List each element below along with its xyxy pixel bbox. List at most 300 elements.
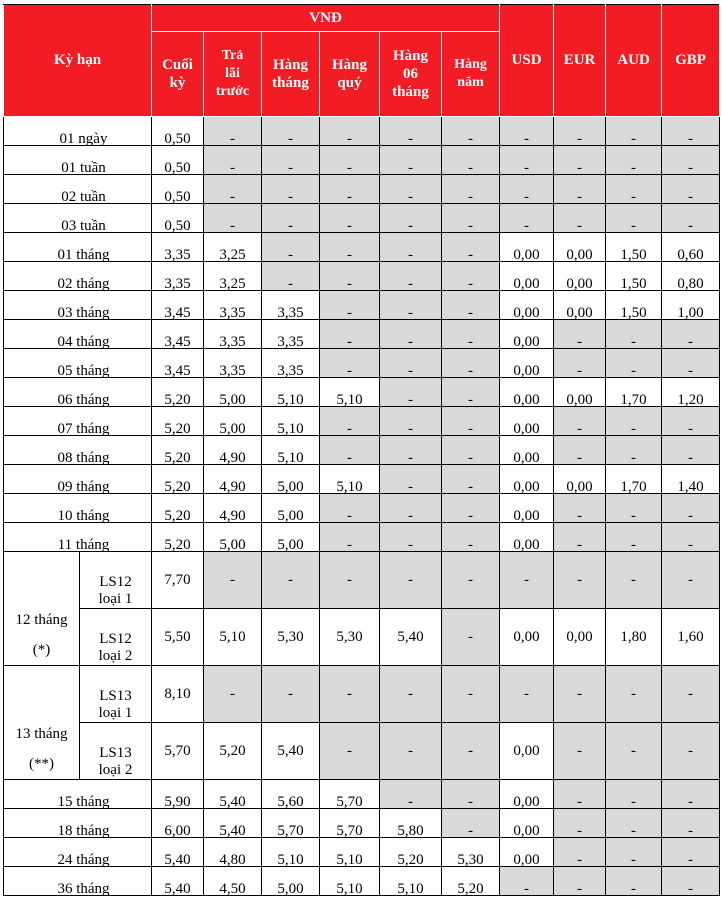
subtype-line: loại 1 <box>98 705 133 721</box>
group-term-line: (*) <box>32 642 51 658</box>
rate-cell <box>606 552 662 609</box>
rate-cell <box>606 809 662 838</box>
rate-cell <box>606 494 662 523</box>
rate-value: 0,50 <box>164 131 191 147</box>
rate-cell <box>500 175 554 204</box>
term-label: 01 ngày <box>59 131 108 147</box>
rate-cell <box>152 291 204 320</box>
rate-value: 0,00 <box>513 823 540 839</box>
rate-value: 1,70 <box>620 479 647 495</box>
rate-cell <box>204 552 262 609</box>
table-row <box>4 204 720 233</box>
term-header: Kỳ hạn <box>4 5 152 117</box>
rate-value: - <box>631 852 637 868</box>
rate-cell <box>152 494 204 523</box>
header-row <box>4 5 720 32</box>
rate-cell <box>442 378 500 407</box>
rate-cell <box>500 349 554 378</box>
rate-cell <box>152 838 204 867</box>
term-label: 08 tháng <box>57 450 110 466</box>
rate-value: 0,00 <box>513 537 540 553</box>
rate-value: 5,60 <box>277 794 304 810</box>
rate-value: - <box>631 131 637 147</box>
rate-value: - <box>468 479 474 495</box>
term-cell <box>4 204 152 233</box>
rate-value: - <box>468 742 474 759</box>
rate-cell <box>320 465 380 494</box>
rate-cell <box>152 666 204 723</box>
rate-cell <box>606 378 662 407</box>
group-term-cell <box>4 552 80 666</box>
rate-value: - <box>347 685 353 702</box>
term-label: 05 tháng <box>57 363 110 379</box>
rate-value: 1,40 <box>677 479 704 495</box>
rate-value: - <box>408 392 414 408</box>
rate-cell <box>442 320 500 349</box>
rate-value: - <box>688 881 694 897</box>
rate-cell <box>320 436 380 465</box>
vnd-col-header <box>204 32 262 117</box>
term-label: 02 tháng <box>57 276 110 292</box>
rate-value: - <box>408 189 414 205</box>
rate-cell <box>442 609 500 666</box>
rate-cell <box>320 262 380 291</box>
term-label: 03 tuần <box>61 218 106 234</box>
rate-value: 0,00 <box>513 276 540 292</box>
rate-cell <box>606 780 662 809</box>
rate-value: - <box>524 218 530 234</box>
rate-cell <box>606 723 662 780</box>
rate-cell <box>320 349 380 378</box>
table-row <box>4 780 720 809</box>
group-term-line: 13 tháng <box>15 726 68 742</box>
term-label: 01 tháng <box>57 247 110 263</box>
rate-cell <box>662 204 720 233</box>
term-label: 02 tuần <box>61 189 106 205</box>
rate-cell <box>554 204 606 233</box>
rate-cell <box>442 666 500 723</box>
rate-cell <box>262 780 320 809</box>
rate-value: - <box>577 131 583 147</box>
rate-cell <box>262 867 320 896</box>
rate-value: - <box>631 363 637 379</box>
rate-value: 5,30 <box>336 628 363 645</box>
rate-cell <box>500 809 554 838</box>
rate-value: - <box>288 160 294 176</box>
rate-cell <box>152 146 204 175</box>
rate-cell <box>554 723 606 780</box>
rate-cell <box>500 436 554 465</box>
rate-cell <box>554 291 606 320</box>
rate-value: 1,50 <box>620 305 647 321</box>
rate-value: - <box>468 189 474 205</box>
rate-value: - <box>288 189 294 205</box>
rate-value: - <box>577 508 583 524</box>
vnd-col-header-line: 06 <box>403 66 419 82</box>
rate-value: - <box>408 421 414 437</box>
term-label: 06 tháng <box>57 392 110 408</box>
rate-cell <box>380 465 442 494</box>
currency-header-usd: USD <box>500 5 554 117</box>
rate-cell <box>662 523 720 552</box>
rate-value: - <box>468 450 474 466</box>
rate-cell <box>606 349 662 378</box>
rate-cell <box>554 349 606 378</box>
rate-value: 5,20 <box>164 421 191 437</box>
rate-value: - <box>230 189 236 205</box>
rate-value: 3,25 <box>219 276 246 292</box>
rate-cell <box>320 552 380 609</box>
subtype-line: loại 2 <box>98 762 133 778</box>
rate-cell <box>204 465 262 494</box>
rate-value: 0,50 <box>164 160 191 176</box>
rate-cell <box>320 407 380 436</box>
term-cell <box>4 465 152 494</box>
rate-value: - <box>577 537 583 553</box>
rate-value: - <box>524 571 530 588</box>
rate-value: - <box>230 131 236 147</box>
rate-cell <box>204 723 262 780</box>
rate-value: 0,00 <box>513 742 540 759</box>
rate-cell <box>262 262 320 291</box>
rate-value: - <box>688 421 694 437</box>
rate-value: - <box>688 218 694 234</box>
table-row <box>4 175 720 204</box>
rate-value: - <box>347 508 353 524</box>
rate-cell <box>204 175 262 204</box>
rate-value: - <box>468 218 474 234</box>
rate-value: 0,00 <box>513 794 540 810</box>
rate-cell <box>500 523 554 552</box>
rate-cell <box>262 666 320 723</box>
rate-cell <box>204 494 262 523</box>
rate-value: 0,00 <box>513 363 540 379</box>
rate-cell <box>152 233 204 262</box>
rate-cell <box>320 378 380 407</box>
term-cell <box>4 349 152 378</box>
rate-value: 0,00 <box>566 479 593 495</box>
rate-cell <box>662 291 720 320</box>
rate-cell <box>662 320 720 349</box>
rate-cell <box>320 780 380 809</box>
rate-value: 0,00 <box>513 421 540 437</box>
table-row <box>4 146 720 175</box>
vnd-col-header <box>442 32 500 117</box>
rate-cell <box>442 552 500 609</box>
rate-cell <box>152 465 204 494</box>
rate-value: 4,90 <box>219 508 246 524</box>
vnd-col-header-line: Hàng <box>332 57 368 73</box>
rate-value: - <box>631 794 637 810</box>
rate-cell <box>204 378 262 407</box>
rate-value: - <box>577 852 583 868</box>
term-label: 01 tuần <box>61 160 106 176</box>
term-cell <box>4 780 152 809</box>
rate-value: - <box>408 276 414 292</box>
rate-value: - <box>631 823 637 839</box>
rate-cell <box>320 494 380 523</box>
rate-cell <box>380 204 442 233</box>
rate-cell <box>204 523 262 552</box>
term-cell <box>4 523 152 552</box>
rate-value: 5,40 <box>164 881 191 897</box>
rate-value: - <box>408 131 414 147</box>
rate-value: 5,40 <box>277 742 304 759</box>
rate-value: 0,00 <box>513 508 540 524</box>
rate-cell <box>152 378 204 407</box>
rate-value: 1,50 <box>620 247 647 263</box>
rate-cell <box>152 552 204 609</box>
rate-value: - <box>631 537 637 553</box>
rate-cell <box>380 175 442 204</box>
vnd-col-header-line: kỳ <box>169 75 186 91</box>
rate-value: 5,00 <box>277 508 304 524</box>
rate-cell <box>320 204 380 233</box>
rate-value: - <box>347 218 353 234</box>
rate-value: - <box>347 276 353 292</box>
rate-cell <box>320 867 380 896</box>
rate-value: 0,00 <box>566 628 593 645</box>
rate-cell <box>204 436 262 465</box>
rate-cell <box>662 378 720 407</box>
rate-cell <box>500 465 554 494</box>
rate-cell <box>442 407 500 436</box>
rate-value: - <box>577 881 583 897</box>
table-row <box>4 378 720 407</box>
vnd-col-header-line: trước <box>215 84 250 99</box>
rate-cell <box>554 262 606 291</box>
rate-value: - <box>347 742 353 759</box>
rate-value: - <box>468 571 474 588</box>
rate-cell <box>204 838 262 867</box>
rate-value: - <box>408 363 414 379</box>
rate-cell <box>500 552 554 609</box>
rate-value: 5,10 <box>277 852 304 868</box>
rate-value: 0,00 <box>513 628 540 645</box>
rate-value: 5,40 <box>219 794 246 810</box>
rate-value: - <box>688 334 694 350</box>
rate-cell <box>606 320 662 349</box>
rate-cell <box>320 809 380 838</box>
rate-cell <box>204 204 262 233</box>
rate-cell <box>262 838 320 867</box>
rate-cell <box>554 378 606 407</box>
rate-cell <box>380 780 442 809</box>
rate-value: - <box>408 305 414 321</box>
table-row <box>4 867 720 896</box>
rate-cell <box>442 867 500 896</box>
rate-value: 5,10 <box>397 881 424 897</box>
rate-value: 5,40 <box>219 823 246 839</box>
rate-cell <box>204 867 262 896</box>
rate-cell <box>380 723 442 780</box>
rate-cell <box>662 407 720 436</box>
rate-value: - <box>577 685 583 702</box>
rate-value: - <box>688 852 694 868</box>
rate-value: 5,10 <box>219 628 246 645</box>
rate-value: 5,70 <box>277 823 304 839</box>
rate-value: 5,40 <box>397 628 424 645</box>
rate-value: - <box>468 392 474 408</box>
table-row <box>4 349 720 378</box>
subtype-line: loại 2 <box>98 648 133 664</box>
rate-cell <box>380 349 442 378</box>
rate-cell <box>262 436 320 465</box>
rate-cell <box>320 291 380 320</box>
rate-value: - <box>631 571 637 588</box>
rate-value: 5,50 <box>164 628 191 645</box>
term-cell <box>4 262 152 291</box>
currency-header-gbp: GBP <box>662 5 720 117</box>
rate-cell <box>320 175 380 204</box>
rate-cell <box>262 407 320 436</box>
rate-cell <box>380 378 442 407</box>
rate-value: - <box>577 421 583 437</box>
rate-value: 5,80 <box>397 823 424 839</box>
table-row <box>4 666 720 723</box>
vnd-col-header-line: Hàng <box>454 57 487 72</box>
rate-value: - <box>577 742 583 759</box>
rate-cell <box>204 291 262 320</box>
rate-cell <box>380 262 442 291</box>
rate-cell <box>152 117 204 146</box>
table-row <box>4 609 720 666</box>
rate-cell <box>606 204 662 233</box>
rate-value: 5,20 <box>164 392 191 408</box>
rate-cell <box>554 809 606 838</box>
group-term-line: (**) <box>29 756 54 772</box>
rate-cell <box>442 233 500 262</box>
rate-cell <box>204 146 262 175</box>
rate-cell <box>500 838 554 867</box>
rate-cell <box>262 146 320 175</box>
rate-cell <box>554 494 606 523</box>
rate-cell <box>262 552 320 609</box>
rate-value: - <box>577 334 583 350</box>
rate-cell <box>500 407 554 436</box>
rate-cell <box>262 349 320 378</box>
rate-value: 3,35 <box>219 305 246 321</box>
subtype-cell <box>80 552 152 609</box>
rate-cell <box>662 262 720 291</box>
rate-value: 5,10 <box>336 881 363 897</box>
rate-cell <box>662 465 720 494</box>
interest-rate-table <box>3 4 720 896</box>
rate-cell <box>380 809 442 838</box>
rate-cell <box>554 320 606 349</box>
rate-cell <box>662 609 720 666</box>
rate-cell <box>442 262 500 291</box>
table-row <box>4 233 720 262</box>
rate-value: - <box>347 571 353 588</box>
term-label: 04 tháng <box>57 334 110 350</box>
rate-value: - <box>468 421 474 437</box>
rate-cell <box>606 291 662 320</box>
subtype-line: LS12 <box>99 631 132 647</box>
term-cell <box>4 378 152 407</box>
rate-value: - <box>347 421 353 437</box>
rate-cell <box>152 609 204 666</box>
rate-cell <box>662 175 720 204</box>
rate-value: - <box>468 276 474 292</box>
rate-cell <box>606 117 662 146</box>
rate-value: - <box>408 160 414 176</box>
rate-value: 5,20 <box>164 537 191 553</box>
rate-cell <box>152 723 204 780</box>
rate-value: - <box>347 363 353 379</box>
vnd-col-header <box>320 32 380 117</box>
rate-cell <box>662 117 720 146</box>
rate-value: 5,20 <box>219 742 246 759</box>
table-row <box>4 436 720 465</box>
rate-cell <box>442 349 500 378</box>
rate-cell <box>606 867 662 896</box>
rate-value: 5,10 <box>277 421 304 437</box>
rate-value: - <box>688 189 694 205</box>
term-label: 03 tháng <box>57 305 110 321</box>
vnd-col-header-line: Trả <box>221 48 244 63</box>
rate-value: - <box>408 247 414 263</box>
term-cell <box>4 809 152 838</box>
rate-cell <box>500 780 554 809</box>
rate-cell <box>380 146 442 175</box>
rate-cell <box>500 609 554 666</box>
rate-cell <box>152 204 204 233</box>
table-body <box>4 117 720 896</box>
rate-cell <box>204 809 262 838</box>
rate-value: - <box>631 508 637 524</box>
rate-value: - <box>408 218 414 234</box>
rate-cell <box>152 349 204 378</box>
rate-value: 1,00 <box>677 305 704 321</box>
rate-cell <box>262 809 320 838</box>
rate-cell <box>662 666 720 723</box>
rate-value: 1,70 <box>620 392 647 408</box>
rate-value: - <box>688 823 694 839</box>
rate-value: 3,35 <box>277 363 304 379</box>
rate-value: - <box>347 537 353 553</box>
rate-value: - <box>631 685 637 702</box>
rate-cell <box>152 436 204 465</box>
rate-cell <box>380 407 442 436</box>
rate-cell <box>442 117 500 146</box>
rate-value: 0,60 <box>677 247 704 263</box>
rate-value: 5,20 <box>164 508 191 524</box>
term-label: 09 tháng <box>57 479 110 495</box>
rate-cell <box>442 465 500 494</box>
rate-cell <box>262 320 320 349</box>
rate-value: - <box>688 508 694 524</box>
term-cell <box>4 117 152 146</box>
rate-value: 5,00 <box>277 479 304 495</box>
term-cell <box>4 175 152 204</box>
rate-value: 1,80 <box>620 628 647 645</box>
rate-value: 5,20 <box>457 881 484 897</box>
rate-cell <box>442 723 500 780</box>
rate-value: 3,35 <box>164 276 191 292</box>
rate-cell <box>204 320 262 349</box>
rate-cell <box>500 146 554 175</box>
rate-value: 4,90 <box>219 450 246 466</box>
rate-value: - <box>524 189 530 205</box>
rate-value: - <box>408 450 414 466</box>
rate-value: - <box>408 537 414 553</box>
rate-cell <box>662 723 720 780</box>
rate-value: 3,35 <box>277 305 304 321</box>
rate-value: - <box>288 276 294 292</box>
rate-value: - <box>577 823 583 839</box>
rate-cell <box>554 780 606 809</box>
